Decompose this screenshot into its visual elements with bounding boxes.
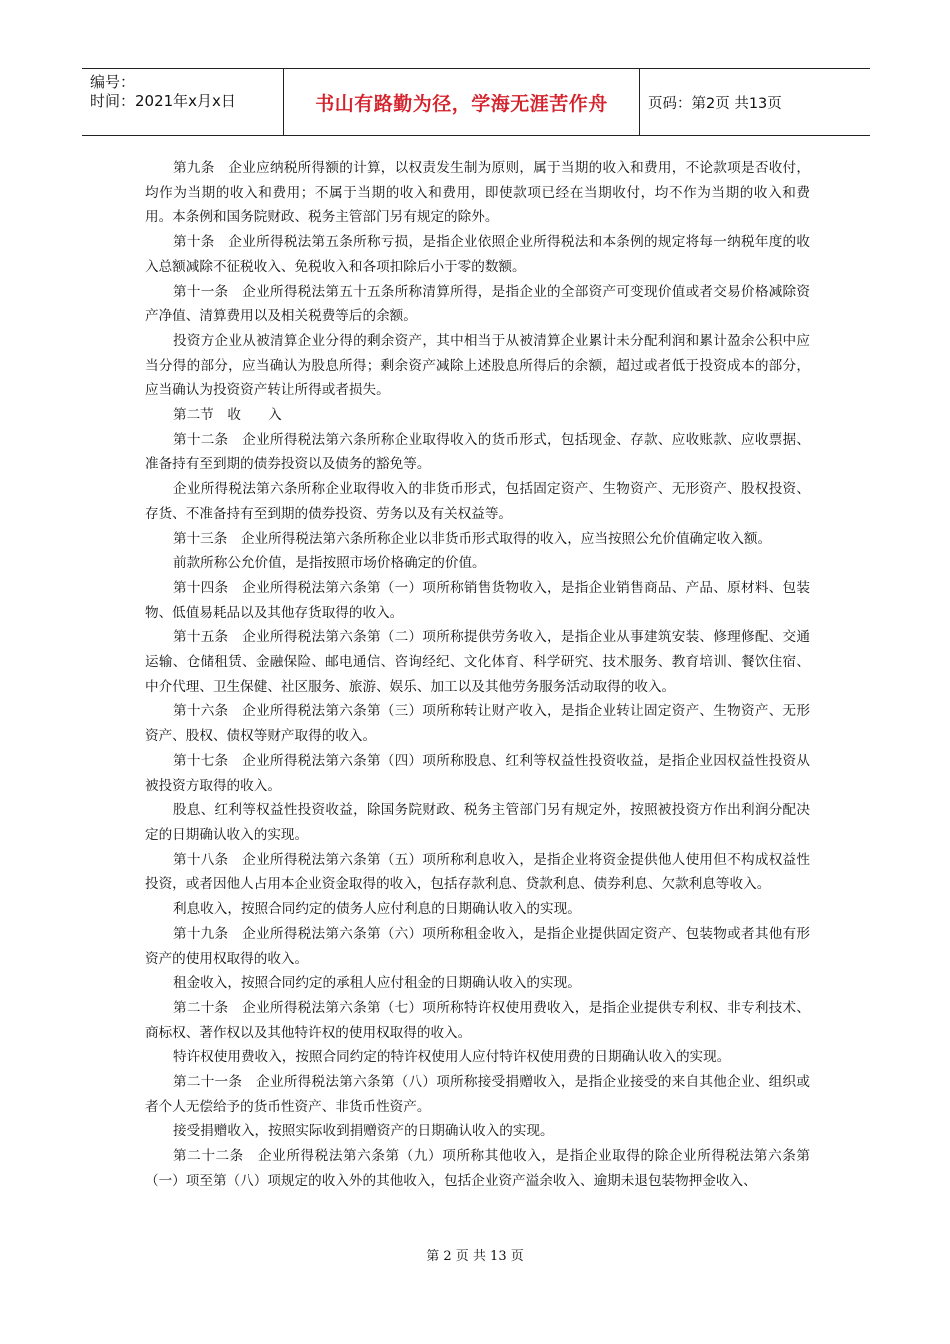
paragraph: 投资方企业从被清算企业分得的剩余资产，其中相当于从被清算企业累计未分配利润和累计盈余公积中应当分得的部分，应当确认为股息所得；剩余资产减除上述股息所得后的余额，超过或者低于投资成本的部分，应当确认为投资资产转让所得或者损失。 xyxy=(145,332,810,399)
paragraph: 第十五条 企业所得税法第六条第（二）项所称提供劳务收入，是指企业从事建筑安装、修理修配、交通运输、仓储租赁、金融保险、邮电通信、咨询经纪、文化体育、科学研究、技术服务、教育培训、餐饮住宿、中介代理、卫生保健、社区服务、旅游、娱乐、加工以及其他劳务服务活动取得的收入。 xyxy=(145,629,810,695)
paragraph: 第十一条 企业所得税法第五十五条所称清算所得，是指企业的全部资产可变现价值或者交易价格减除资产净值、清算费用以及相关税费等后的余额。 xyxy=(145,283,810,325)
paragraph: 股息、红利等权益性投资收益，除国务院财政、税务主管部门另有规定外，按照被投资方作出利润分配决定的日期确认收入的实现。 xyxy=(145,802,810,843)
time-label: 时间：2021年x月x日 xyxy=(90,92,236,110)
paragraph: 第十三条 企业所得税法第六条所称企业以非货币形式取得的收入，应当按照公允价值确定收入额。 xyxy=(173,530,772,547)
page-header xyxy=(82,68,870,136)
paragraph: 前款所称公允价值，是指按照市场价格确定的价值。 xyxy=(173,555,486,572)
section-heading: 第二节 收 入 xyxy=(173,407,282,424)
paragraph: 第二十条 企业所得税法第六条第（七）项所称特许权使用费收入，是指企业提供专利权、非专利技术、商标权、著作权以及其他特许权的使用权取得的收入。 xyxy=(145,999,810,1041)
document-body xyxy=(145,156,810,1194)
page-footer: 第 2 页 共 13 页 xyxy=(426,1249,524,1264)
paragraph: 第十二条 企业所得税法第六条所称企业取得收入的货币形式，包括现金、存款、应收账款、应收票据、准备持有至到期的债券投资以及债务的豁免等。 xyxy=(145,431,810,473)
paragraph: 接受捐赠收入，按照实际收到捐赠资产的日期确认收入的实现。 xyxy=(173,1123,554,1140)
paragraph: 第九条 企业应纳税所得额的计算，以权责发生制为原则，属于当期的收入和费用，不论款项是否收付，均作为当期的收入和费用；不属于当期的收入和费用，即使款项已经在当期收付，均不作为当期的收入和费用。本条例和国务院财政、税务主管部门另有规定的除外。 xyxy=(145,160,810,226)
paragraph: 企业所得税法第六条所称企业取得收入的非货币形式，包括固定资产、生物资产、无形资产、股权投资、存货、不准备持有至到期的债券投资、劳务以及有关权益等。 xyxy=(145,481,810,522)
paragraph: 第十六条 企业所得税法第六条第（三）项所称转让财产收入，是指企业转让固定资产、生物资产、无形资产、股权、债权等财产取得的收入。 xyxy=(145,703,810,745)
header-info xyxy=(82,69,284,135)
paragraph: 第十八条 企业所得税法第六条第（五）项所称利息收入，是指企业将资金提供他人使用但不构成权益性投资，或者因他人占用本企业资金取得的收入，包括存款利息、贷款利息、债券利息、欠款利息等收入。 xyxy=(145,851,810,893)
paragraph: 特许权使用费收入，按照合同约定的特许权使用人应付特许权使用费的日期确认收入的实现。 xyxy=(173,1049,731,1066)
paragraph: 第十七条 企业所得税法第六条第（四）项所称股息、红利等权益性投资收益，是指企业因权益性投资从被投资方取得的收入。 xyxy=(145,752,810,794)
paragraph: 利息收入，按照合同约定的债务人应付利息的日期确认收入的实现。 xyxy=(173,901,581,918)
number-label: 编号： xyxy=(90,73,136,91)
paragraph: 第十四条 企业所得税法第六条第（一）项所称销售货物收入，是指企业销售商品、产品、原材料、包装物、低值易耗品以及其他存货取得的收入。 xyxy=(145,579,810,621)
paragraph: 租金收入，按照合同约定的承租人应付租金的日期确认收入的实现。 xyxy=(173,975,581,992)
header-motto: 书山有路勤为径，学海无涯苦作舟 xyxy=(284,69,640,135)
paragraph: 第十九条 企业所得税法第六条第（六）项所称租金收入，是指企业提供固定资产、包装物或者其他有形资产的使用权取得的收入。 xyxy=(145,925,810,967)
paragraph: 第十条 企业所得税法第五条所称亏损，是指企业依照企业所得税法和本条例的规定将每一纳税年度的收入总额减除不征税收入、免税收入和各项扣除后小于零的数额。 xyxy=(145,234,810,275)
paragraph: 第二十二条 企业所得税法第六条第（九）项所称其他收入，是指企业取得的除企业所得税法第六条第（一）项至第（八）项规定的收入外的其他收入，包括企业资产溢余收入、逾期未退包装物押金收入、 xyxy=(145,1148,810,1189)
header-page-number: 页码：第2页 共13页 xyxy=(648,95,782,112)
paragraph: 第二十一条 企业所得税法第六条第（八）项所称接受捐赠收入，是指企业接受的来自其他企业、组织或者个人无偿给予的货币性资产、非货币性资产。 xyxy=(145,1074,810,1115)
